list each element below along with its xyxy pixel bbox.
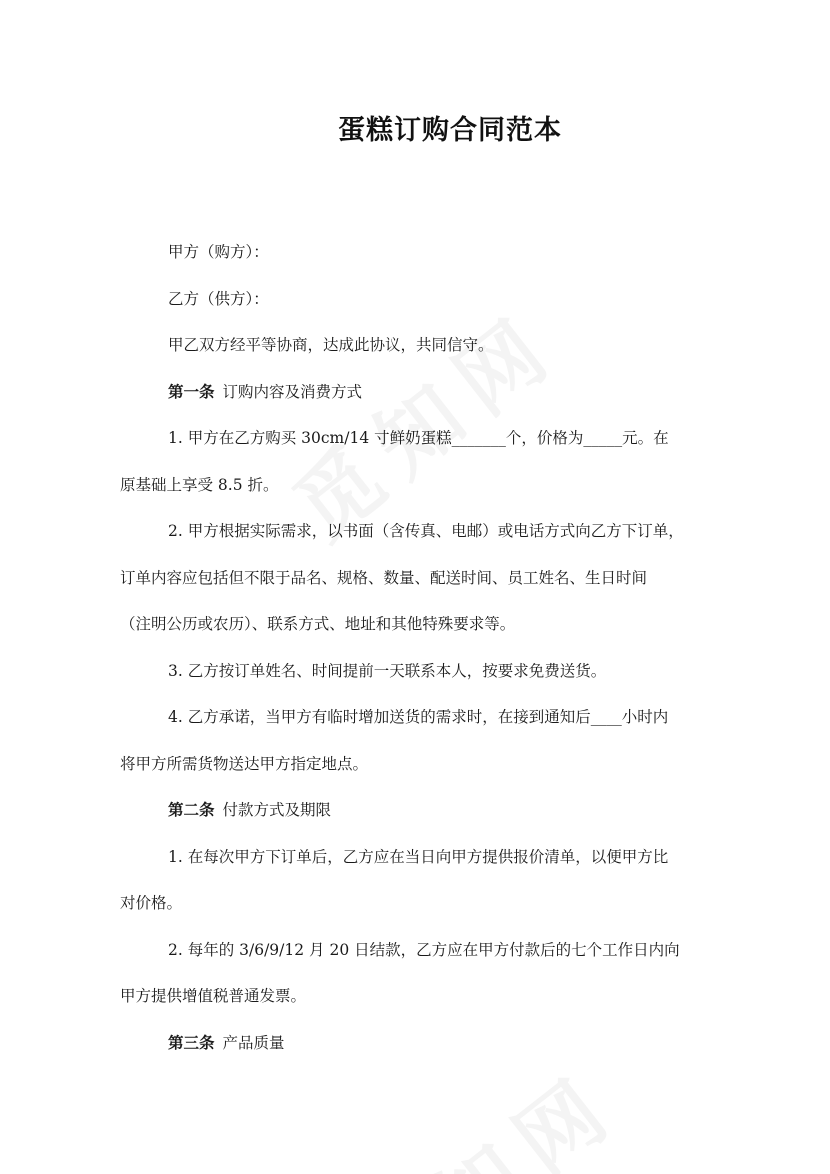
paragraph-line: 订单内容应包括但不限于品名、规格、数量、配送时间、员工姓名、生日时间 (120, 568, 648, 587)
article-number: 第二条 (168, 800, 215, 819)
document-body (120, 232, 720, 1069)
paragraph-line: 2. 每年的 3/6/9/12 月 20 日结款，乙方应在甲方付款后的七个工作日内向 (168, 940, 680, 959)
document-title: 蛋糕订购合同范本 (338, 115, 562, 146)
agreement-intro: 甲乙双方经平等协商，达成此协议，共同信守。 (168, 336, 494, 354)
paragraph-line: 4. 乙方承诺，当甲方有临时增加送货的需求时，在接到通知后____小时内 (168, 708, 669, 726)
paragraph-line: 3. 乙方按订单姓名、时间提前一天联系本人，按要求免费送货。 (168, 661, 607, 680)
article-number: 第三条 (168, 1032, 215, 1052)
paragraph-line: 1. 甲方在乙方购买 30cm/14 寸鲜奶蛋糕_______个，价格为_____元。在 (168, 429, 669, 447)
paragraph-line: 1. 在每次甲方下订单后，乙方应在当日向甲方提供报价清单，以便甲方比 (168, 847, 669, 866)
article-heading (120, 1023, 720, 1070)
article-heading (120, 372, 720, 419)
party-a-line: 甲方（购方）： (168, 243, 269, 261)
article-number: 第一条 (168, 381, 215, 401)
article-title: 产品质量 (222, 1033, 285, 1052)
paragraph-line: 甲方提供增值税普通发票。 (120, 987, 307, 1005)
paragraph-line: 原基础上享受 8.5 折。 (120, 475, 279, 494)
article-title: 订购内容及消费方式 (222, 382, 363, 401)
party-b-line: 乙方（供方）： (168, 289, 269, 308)
article-title: 付款方式及期限 (222, 801, 332, 819)
article-heading (120, 790, 720, 837)
paragraph-line: 对价格。 (120, 894, 183, 912)
paragraph-line: （注明公历或农历）、联系方式、地址和其他特殊要求等。 (120, 615, 516, 633)
paragraph-line: 2. 甲方根据实际需求，以书面（含传真、电邮）或电话方式向乙方下订单， (168, 522, 684, 540)
paragraph-line: 将甲方所需货物送达甲方指定地点。 (120, 754, 369, 773)
